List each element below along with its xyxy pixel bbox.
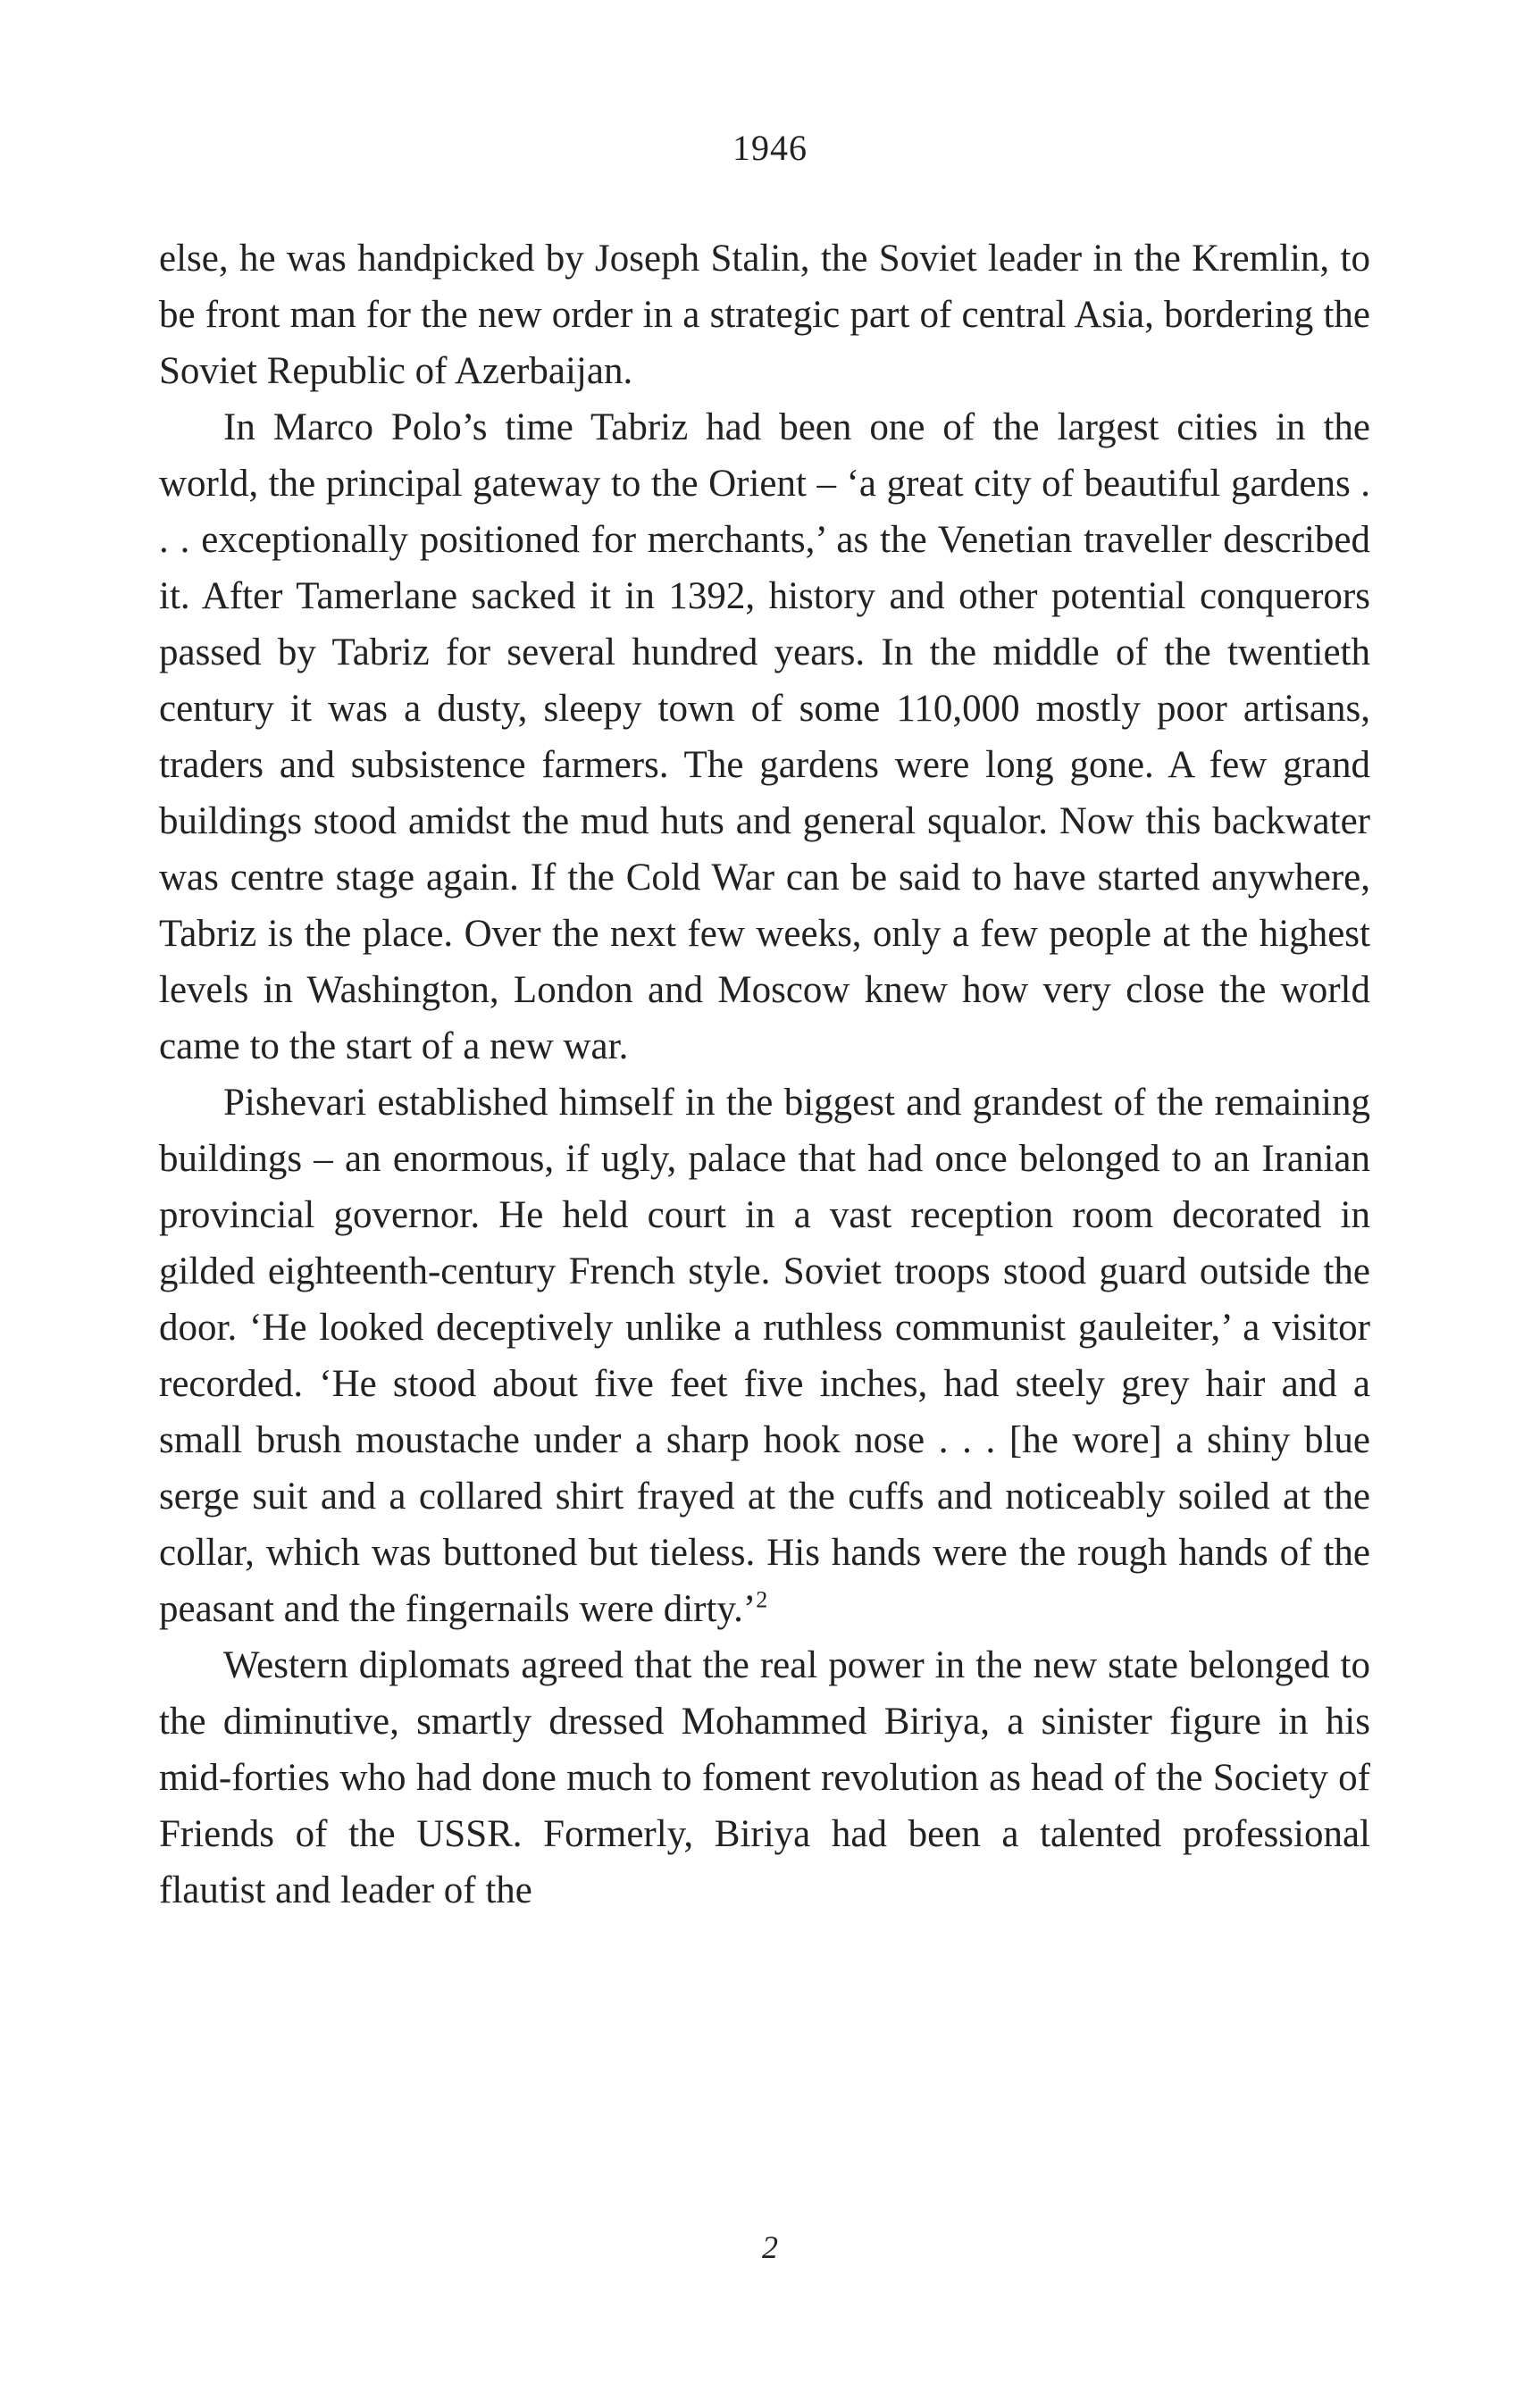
paragraph-3 — [159, 1074, 1370, 1637]
body-text — [159, 230, 1370, 1919]
page-number: 2 — [762, 2229, 778, 2265]
paragraph-2 — [159, 399, 1370, 1074]
paragraph-3-text: Pishevari established himself in the biggest and grandest of the remaining buildings – an enormous, if ugly, palace that had once belonged to an Iranian provincial governor. He held court in a vast reception room decorated in gilded eighteenth-century French style. Soviet troops stood guard outside the door. ‘He looked deceptively unlike a ruthless communist gauleiter,’ a visitor recorded. ‘He stood about five feet five inches, had steely grey hair and a small brush moustache under a sharp hook nose . . . [he wore] a shiny blue serge suit and a collared shirt frayed at the cuffs and noticeably soiled at the collar, which was buttoned but tieless. His hands were the rough hands of the peasant and the fingernails were dirty.’ — [159, 1082, 1370, 1630]
footnote-marker: 2 — [756, 1586, 768, 1613]
paragraph-4-text: Western diplomats agreed that the real power in the new state belonged to the diminutive, smartly dressed Mohammed Biriya, a sinister figure in his mid-forties who had done much to foment revolution as head of the Society of Friends of the USSR. Formerly, Biriya had been a talented professional flautist and leader of the — [159, 1644, 1370, 1911]
paragraph-4 — [159, 1637, 1370, 1919]
running-head: 1946 — [732, 128, 808, 168]
paragraph-2-text: In Marco Polo’s time Tabriz had been one of the largest cities in the world, the principal gateway to the Orient – ‘a great city of beautiful gardens . . . exceptionally positioned for merchants,’ as the Venetian traveller described it. After Tamerlane sacked it in 1392, history and other potential conquerors passed by Tabriz for several hundred years. In the middle of the twentieth century it was a dusty, sleepy town of some 110,000 mostly poor artisans, traders and subsistence farmers. The gardens were long gone. A few grand buildings stood amidst the mud huts and general squalor. Now this backwater was centre stage again. If the Cold War can be said to have started anywhere, Tabriz is the place. Over the next few weeks, only a few people at the highest levels in Washington, London and Moscow knew how very close the world came to the start of a new war. — [159, 406, 1370, 1067]
paragraph-1 — [159, 230, 1370, 399]
paragraph-1-text: else, he was handpicked by Joseph Stalin, the Soviet leader in the Kremlin, to be front man for the new order in a strategic part of central Asia, bordering the Soviet Republic of Azerbaijan. — [159, 238, 1370, 392]
